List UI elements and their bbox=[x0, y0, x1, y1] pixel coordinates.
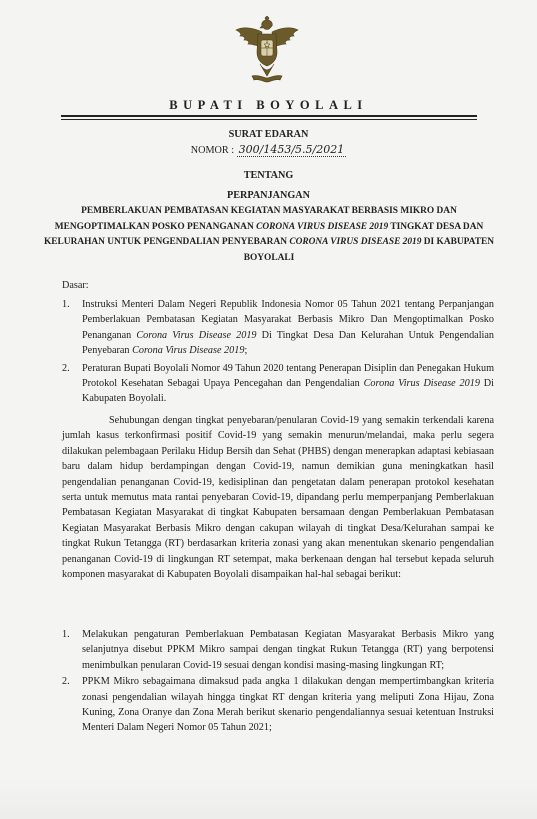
subject-part-italic: CORONA VIRUS DISEASE 2019 bbox=[289, 237, 422, 248]
list-item-text: Di Tingkat Desa Dan Kelurahan Untuk Pengendalian Penyebaran bbox=[82, 329, 494, 357]
list-item-text: Instruksi Menteri Dalam Negeri Republik Indonesia Nomor 05 Tahun 2021 tentang Perpanjangan Pemberlakuan Pembatasan Kegiatan Masyarakat Berbasis Mikro Dan Mengoptimalkan Posko Penanganan bbox=[82, 299, 494, 341]
letter-number bbox=[0, 143, 537, 156]
dasar-list bbox=[62, 297, 494, 407]
dasar-label: Dasar: bbox=[62, 280, 89, 291]
perpanjangan-heading: PERPANJANGAN bbox=[226, 190, 310, 201]
letter-type: SURAT EDARAN bbox=[228, 129, 309, 140]
list-item-number: 1. bbox=[62, 299, 70, 310]
garuda-emblem-icon bbox=[232, 16, 302, 84]
main-paragraph: Sehubungan dengan tingkat penyebaran/penularan Covid-19 yang semakin terkendali karena jumlah kasus terkonfirmasi positif Covid-19 yang semakin menurun/melandai, maka perlu segera dilakukan pelembagaan Perilaku Hidup Bersih dan Sehat (PHBS) dengan menerapkan adaptasi kebiasaan baru dalam hidup berdampingan dengan Covid-19, namun demikian guna meningkatkan hasil pengendalian penanganan Covid-19, kedisiplinan dan pengetatan dalam penerapan protokol kesehatan serta untuk memutus mata rantai penyebaran Covid-19, dipandang perlu memperpanjang Pemberlakuan Pembatasan Kegiatan Masyarakat di tingkat Kabupaten bersamaan dengan Pemberlakuan Pembatasan Kegiatan Masyarakat Berbasis Mikro dengan cakupan wilayah di tingkat Desa/Kelurahan sampai ke tingkat Rukun Tetangga (RT) berdasarkan kriteria zonasi yang akan menentukan skenario pengendalian penanganan Covid-19 di lingkungan RT setempat, maka berkenaan dengan hal tersebut kepada seluruh komponen masyarakat di Kabupaten Boyolali disampaikan hal-hal sebagai berikut: bbox=[62, 415, 494, 581]
list-item-text-italic: Corona Virus Disease 2019 bbox=[136, 329, 257, 341]
subject-part-italic: CORONA VIRUS DISEASE 2019 bbox=[256, 221, 389, 232]
subject-part: PEMBERLAKUAN PEMBATASAN KEGIATAN MASYARAKAT BERBASIS MIKRO DAN MENGOPTIMALKAN POSKO PENANGANAN bbox=[54, 206, 457, 232]
list-item-text: Di Kabupaten Boyolali. bbox=[82, 378, 494, 405]
list-item-text-italic: Corona Virus Disease 2019 bbox=[363, 378, 480, 390]
header-rule-thin bbox=[61, 119, 477, 120]
list-item-text: ; bbox=[244, 345, 248, 357]
letter-subject bbox=[44, 204, 494, 266]
list-item-text: PPKM Mikro sebagaimana dimaksud pada angka 1 dilakukan dengan mempertimbangkan kriteria zonasi pengendalian wilayah hingga tingkat RT dengan kriteria yang meliputi Zona Hijau, Zona Kuning, Zona Oranye dan Zona Merah berikut skenario pengendaliannya sesuai ketentuan Instruksi Menteri Dalam Negeri Nomor 05 Tahun 2021; bbox=[82, 676, 494, 734]
list-item-text: Peraturan Bupati Boyolali Nomor 49 Tahun 2020 tentang Penerapan Disiplin dan Penegakan Hukum Protokol Kesehatan Sebagai Upaya Pencegahan dan Pengendalian bbox=[82, 362, 494, 390]
letter-number-label: NOMOR : bbox=[190, 145, 235, 156]
subject-part: TINGKAT DESA DAN KELURAHAN UNTUK PENGENDALIAN PENYEBARAN bbox=[44, 221, 484, 248]
list-item bbox=[62, 674, 494, 736]
institution-heading: BUPATI BOYOLALI bbox=[169, 98, 368, 112]
subject-part: DI KABUPATEN BOYOLALI bbox=[243, 237, 494, 263]
tentang-heading: TENTANG bbox=[243, 170, 294, 181]
list-item bbox=[62, 627, 494, 673]
list-item-number: 2. bbox=[62, 676, 70, 688]
list-item-number: 1. bbox=[62, 629, 70, 640]
list-item-text-italic: Corona Virus Disease 2019 bbox=[132, 345, 245, 357]
list-item-number: 2. bbox=[62, 362, 70, 374]
header-rule-thick bbox=[61, 115, 477, 117]
list-item bbox=[62, 361, 494, 407]
points-list bbox=[62, 627, 494, 736]
list-item bbox=[62, 297, 494, 359]
letter-number-value: 300/1453/5.5/2021 bbox=[238, 143, 345, 156]
page-shadow bbox=[0, 779, 537, 819]
list-item-text: Melakukan pengaturan Pemberlakuan Pembatasan Kegiatan Masyarakat Berbasis Mikro yang selanjutnya disebut PPKM Mikro sampai dengan tingkat Rukun Tetangga (RT) yang berpotensi menimbulkan penularan Covid-19 sesuai dengan kondisi masing-masing lingkungan RT; bbox=[82, 629, 494, 671]
